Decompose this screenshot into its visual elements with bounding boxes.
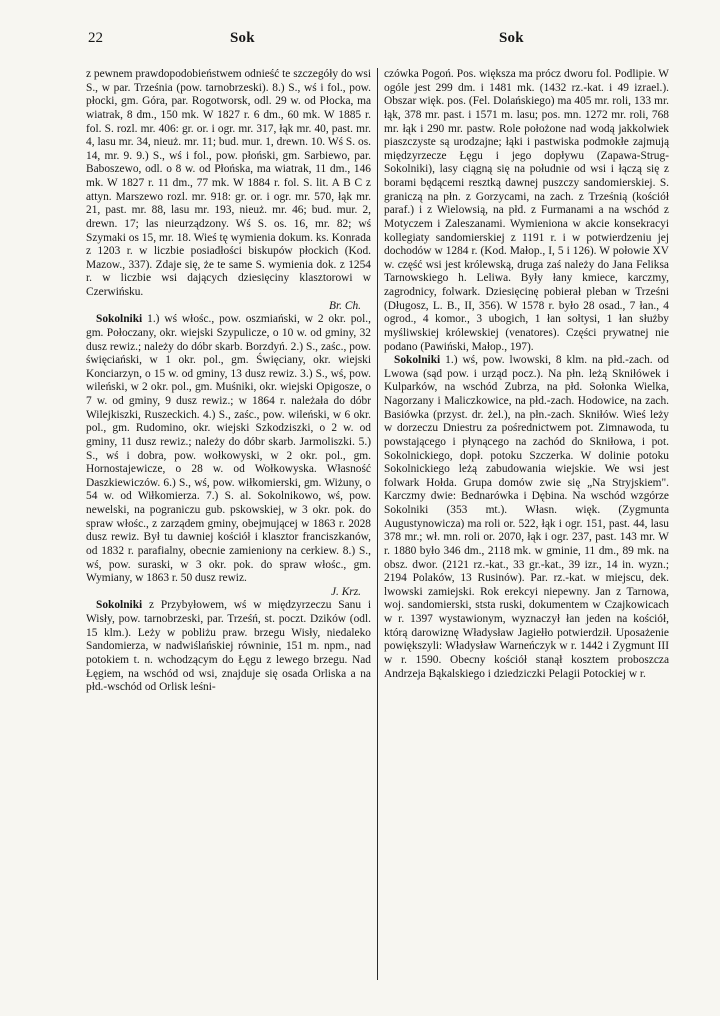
running-header	[0, 30, 720, 52]
column-divider	[377, 68, 378, 980]
author-signature: Br. Ch.	[329, 299, 361, 312]
entry-sokolniki-lithuania	[86, 313, 371, 599]
entry-body: 1.) wś włośc., pow. oszmiański, w 2 okr. pol., gm. Połoczany, okr. wiejski Szypulicze, o 10 w. od gminy, 32 dusz rewiz.; należy do dóbr skarb. Borzdyń. 2.) S., zaśc., pow. święciański, w 1 okr. pol., gm. Święciany, okr. wiejski Konciarzyn, o 15 w. od gminy, 13 dusz rewiz. 3.) S., wś, pow. wileński, w 2 okr. pol., gm. Muśniki, okr. wiejski Opigosze, o 7 w. od gminy, 9 dusz rewiz.; w 1864 r. należała do dóbr Wilejkiszki, Ruszeckich. 4.) S., zaśc., pow. wileński, w 6 okr. pol., gm. Rudomino, okr. wiejski Szkodziszki, o 2 w. od gminy, 11 dusz rewiz.; należy do dóbr skarb. Jarmoliszki. 5.) S., wś i dobra, pow. wołkowyski, w 2 okr. pol., gm. Hornostajewicze, o 28 w. od Wołkowyska. Własność Daszkiewiczów. 6.) S., wś, pow. wiłkomierski, gm. Wiżuny, o 54 w. od Wiłkomierza. 7.) S. al. Sokolnikowo, wś, pow. newelski, na pograniczu gub. pskowskiej, w 3 okr. pok. do spraw włośc., z zarządem gminy, obejmującej w 1863 r. 2028 dusz rewiz. Był tu dawniej kościół i klasztor franciszkanów, od 1832 r. parafialny, obecnie zamieniony na cerkiew. 8.) S., wś, pow. suraski, w 3 okr. pok. do spraw włośc., gm. Wymiany, w 1863 r. 50 dusz rewiz.	[86, 313, 371, 585]
entry-body: czówka Pogoń. Pos. większa ma prócz dworu fol. Podlipie. W ogóle jest 299 dm. i 1481 mk. (1432 rz.-kat. i 49 izrael.). Obszar więk. pos. (Fel. Dolańskiego) ma 405 mr. roli, 133 mr. łąk, 378 mr. past. i 1571 m. lasu; pos. mn. 1272 mr. roli, 768 mr. łąk i 290 mr. pastw. Role położone nad wodą jakkolwiek piaszczyste są urodzajne; łąki i pastwiska podmokłe zajmują międzyrzecze Łęgu i jego dopływu (Zapawa-Strug-Sokolniki), lasy ciągną się na południe od wsi i łączą się z borami będącemi resztką dawnej puszczy sandomierskiej. S. graniczą na płn. z Gorzycami, na zach. z Trześnią (kościół paraf.) i z Wielowsią, na płd. z Furmanami a na wschód z Motyczem i Zaleszanami. Wymieniona w akcie konsekracyi kollegiaty sandomierskiej z 1191 r. i w potwierdzeniu jej dochodów w 1284 r. (Kod. Małop., I, 5 i 126). W połowie XV w. część wsi jest królewską, druga zaś należy do Jana Feliksa Tarnowskiego h. Leliwa. Były łany kmiece, karczmy, zagrodnicy, folwark. Dziesięcinę pobierał pleban w Trześni (Długosz, L. B., II, 356). W 1578 r. było 28 osad., 7 łan., 4 ogrod., 4 komor., 3 ubogich, 1 łan sołtysi, 1 łan służby myśliwskiej królewskiej (venatores). Części prywatnej nie podano (Pawiński, Małop., 197).	[384, 68, 669, 353]
entry-continuation	[86, 68, 371, 313]
entry-headword: Sokolniki	[394, 354, 441, 367]
page-number: 22	[88, 30, 103, 46]
entry-body: 1.) wś, pow. lwowski, 8 klm. na płd.-zach. od Lwowa (sąd pow. i urząd pocz.). Na płn. leżą Skniłówek i Kulparków, na wschód Zubrza, na płd. Sołonka Wielka, Nagorzany i Maliczkowice, na płd.-zach. Hodowice, na zach. Basiówka (przyst. dr. żel.), na płn.-zach. Skniłów. Wieś leży w dorzeczu Dniestru za pośrednictwem pot. Zimnawoda, tu powstającego i płynącego na zachód do Skniłowa, i pot. Sokolnickiego, dopł. potoku Szczerka. W dolinie potoku Sokolnickiego leżą zabudowania wiejskie. We wsi jest folwark Hołda. Grupa domów zwie się „Na Stryjskiem". Karczmy dwie: Bednarówka i Dębina. Na wschód wzgórze Sokolniki (353 mt.). Własn. więk. (Zygmunta Augustynowicza) ma roli or. 522, łąk i ogr. 151, past. 44, lasu 378 mr.; wł. mn. roli or. 2070, łąk i ogr. 237, past. 143 mr. W r. 1880 było 346 dm., 2118 mk. w gminie, 11 dm., 89 mk. na obsz. dwor. (2121 rz.-kat., 33 gr.-kat., 39 izr., 14 in. wyzn.; 2194 Polaków, 13 Rusinów). Par. rz.-kat. w miejscu, dek. lwowski zamiejski. Rok erekcyi niepewny. Jan z Tarnowa, woj. sandomierski, ststa ruski, dokumentem w Czajkowicach w r. 1397 wystawionym, wyznaczył łan jeden na kościół, którą darowiznę Władysław Jagiełło potwierdził. Uposażenie powiększyli: Władysław Warneńczyk w r. 1442 i Zygmunt III w r. 1590. Obecny kościół stanął kosztem proboszcza Andrzeja Bąkalskiego i dziedziczki Pelagii Potockiej w r.	[384, 354, 669, 680]
right-text-column	[384, 68, 669, 681]
entry-headword: Sokolniki	[96, 599, 143, 612]
left-text-column	[86, 68, 371, 695]
author-signature: J. Krz.	[330, 585, 361, 598]
left-running-headword: Sok	[230, 30, 255, 46]
entry-headword: Sokolniki	[96, 313, 143, 326]
entry-body: z pewnem prawdopodobieństwem odnieść te szczegóły do wsi S., w par. Trześnia (pow. tarnobrzeski). 8.) S., wś i fol., pow. płocki, gm. Góra, par. Rogotworsk, odl. 29 w. od Płocka, ma wiatrak, 8 dm., 150 mk. W 1827 r. 6 dm., 60 mk. W 1885 r. fol. S. rozl. mr. 406: gr. or. i ogr. mr. 317, łąk mr. 40, past. mr. 4, lasu mr. 34, nieuż. mr. 11; bud. mur. 1, drewn. 10. Wś S. os. 14, mr. 9. 9.) S., wś i fol., pow. płoński, gm. Sarbiewo, par. Baboszewo, odl. o 8 w. od Płońska, ma wiatrak, 11 dm., 146 mk. W 1827 r. 11 dm., 77 mk. W 1884 r. fol. S. lit. A B C z attyn. Marszewo rozl. mr. 918: gr. or. i ogr. mr. 570, łąk mr. 21, past. mr. 88, lasu mr. 193, nieuż. mr. 46; bud. mur. 2, drewn. 17; las nieurządzony. Wś S. os. 16, mr. 82; wś Szymaki os 15, mr. 18. Wieś tę wymienia dokum. ks. Konrada z 1203 r. w liczbie posiadłości biskupów płockich (Kod. Mazow., 337). Zdaje się, że te same S. wymienia dok. z 1254 r. w liczbie wsi dających dziesięciny klasztorowi w Czerwińsku.	[86, 68, 372, 298]
entry-continuation	[384, 68, 669, 354]
entry-sokolniki-tarnobrzeg	[86, 599, 371, 694]
right-running-headword: Sok	[499, 30, 524, 46]
entry-body: z Przybyłowem, wś w międzyrzeczu Sanu i Wisły, pow. tarnobrzeski, par. Trześń, st. poczt. Dzików (odl. 15 klm.). Leży w pobliżu praw. brzegu Wisły, niedaleko Sandomierza, w nadwiślańskiej równinie, 151 m. npm., nad potokiem t. n. wchodzącym do Łęgu z lewego brzegu. Nad Łęgiem, na wschód od wsi, znajduje się osada Orliska a na płd.-wschód od Orlisk leśni-	[86, 599, 371, 694]
entry-sokolniki-lwow	[384, 354, 669, 681]
